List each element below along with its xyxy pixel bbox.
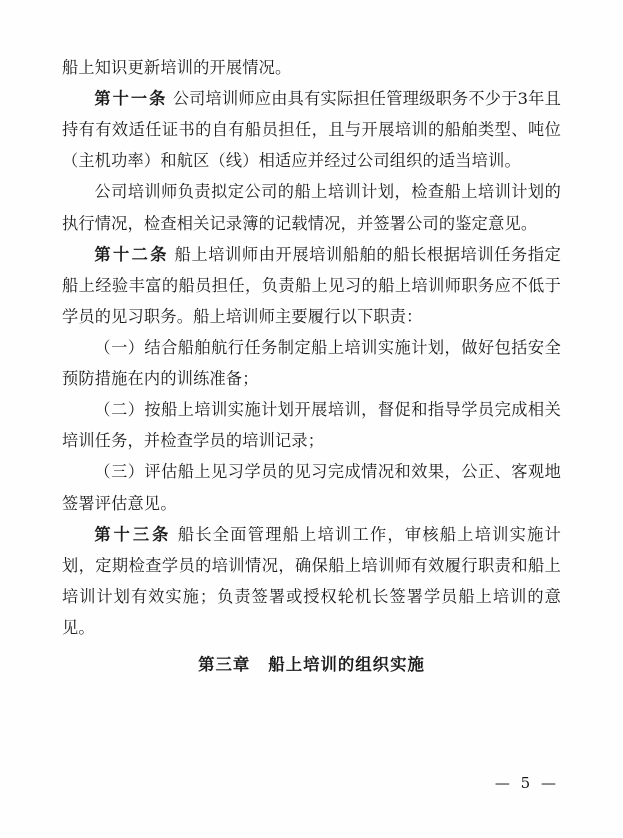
paragraph-text: （三）评估船上见习学员的见习完成情况和效果，公正、客观地签署评估意见。 [62, 462, 561, 513]
paragraph-text: 船长全面管理船上培训工作，审核船上培训实施计划，定期检查学员的培训情况，确保船上培训师有效履行职责和船上培训计划有效实施；负责签署或授权轮机长签署学员船上培训的意见。 [62, 524, 561, 637]
paragraph-text: 公司培训师负责拟定公司的船上培训计划，检查船上培训计划的执行情况，检查相关记录簿的记载情况，并签署公司的鉴定意见。 [62, 182, 561, 233]
article-label: 第十三条 [94, 524, 172, 544]
paragraph-text: （二）按船上培训实施计划开展培训，督促和指导学员完成相关培训任务，并检查学员的培训记录； [62, 400, 561, 451]
paragraph-article-12-item-3 [62, 456, 561, 518]
paragraph-continuation-top [62, 52, 561, 83]
section-heading [62, 649, 561, 681]
paragraph-text: 船上知识更新培训的开展情况。 [62, 58, 292, 77]
paragraph-article-12 [62, 239, 561, 332]
page-number: — 5 — [494, 774, 559, 792]
paragraph-article-11 [62, 83, 561, 176]
paragraph-text: 公司培训师应由具有实际担任管理级职务不少于3年且持有有效适任证书的自有船员担任，且与开展培训的船舶类型、吨位（主机功率）和航区（线）相适应并经过公司组织的适当培训。 [62, 89, 561, 171]
paragraph-article-13 [62, 519, 561, 643]
section-title-text: 船上培训的组织实施 [268, 655, 425, 675]
paragraph-text: 船上培训师由开展培训船舶的船长根据培训任务指定船上经验丰富的船员担任，负责船上见习的船上培训师职务应不低于学员的见习职务。船上培训师主要履行以下职责： [62, 244, 561, 326]
paragraph-text: （一）结合船舶航行任务制定船上培训实施计划，做好包括安全预防措施在内的训练准备； [62, 337, 561, 389]
article-label: 第十一条 [94, 89, 168, 109]
paragraph-article-11-second [62, 176, 561, 238]
document-body [62, 52, 561, 681]
section-number: 第三章 [198, 655, 251, 675]
paragraph-article-12-item-2 [62, 394, 561, 456]
article-label: 第十二条 [94, 244, 169, 264]
paragraph-article-12-item-1 [62, 332, 561, 394]
